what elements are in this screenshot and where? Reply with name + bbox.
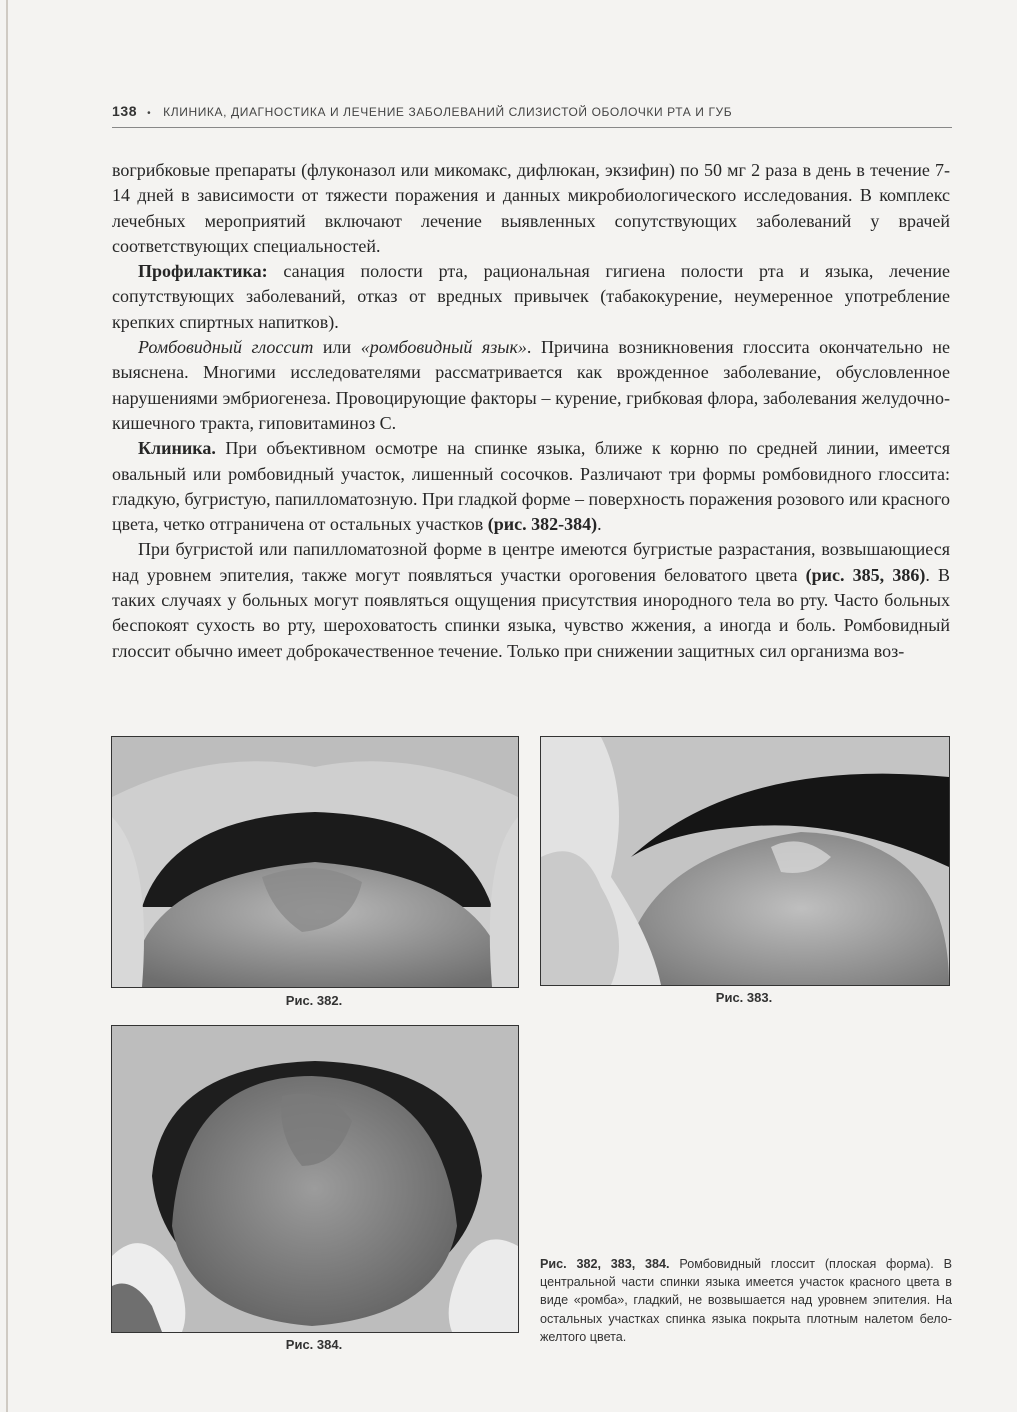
paragraph-prevention [112, 259, 950, 335]
caption-text: Ромбовидный глоссит (плоская форма). В центральной части спинки языка имеется участок красного цвета в виде «ромба», гладкий, не возвышается над уровнем эпителия. На остальных участках спинка языка покрыта плотным налетом бело-желтого цвета. [540, 1257, 952, 1344]
figure-reference: (рис. 382-384) [487, 514, 598, 535]
figure-caption [540, 1255, 952, 1346]
paragraph-text: При объективном осмотре на спинке языка, ближе к корню по средней линии, имеется овальный или ромбовидный участок, лишенный сосочков. Различают три формы ромбовидного глоссита: гладкую, бугристую, папилломатозную. При гладкой форме – поверхность поражения розового или красного цвета, четко отграничена от остальных участков [112, 438, 950, 535]
paragraph-text: санация полости рта, рациональная гигиена полости рта и языка, лечение сопутствующих заболеваний, отказ от вредных привычек (табакокурение, неумеренное употребление крепких спиртных напитков). [112, 261, 950, 332]
paragraph-text: или [313, 337, 361, 358]
term-prevention: Профилактика: [138, 261, 268, 282]
photo-fig-382 [111, 736, 519, 988]
photo-fig-383 [540, 736, 950, 986]
term-rhomboid-glossitis: Ромбовидный глоссит [138, 337, 314, 358]
photo-fig-384 [111, 1025, 519, 1333]
paragraph-rhomboid-glossitis [112, 335, 950, 436]
paragraph-text: . Причина возникновения глоссита окончательно не выяснена. Многими исследователями рассматривается как врожденное заболевание, обусловленное нарушениями эмбриогенеза. Провоцирующие факторы – курение, грибковая флора, заболевания желудочно-кишечного тракта, гиповитаминоз С. [112, 337, 951, 433]
scan-edge-line [6, 0, 8, 1412]
figure-reference: (рис. 385, 386) [805, 564, 926, 585]
paragraph-clinic [112, 436, 950, 537]
term-rhomboid-tongue: «ромбовидный язык» [360, 337, 527, 358]
body-text [112, 158, 950, 664]
term-clinic: Клиника. [138, 438, 216, 459]
paragraph-forms [112, 537, 950, 663]
header-bullet: • [147, 108, 152, 119]
paragraph-text: . В таких случаях у больных могут появляться ощущения присутствия инородного тела во рту. Часто больных беспокоят сухость во рту, шероховатость спинки языка, чувство жжения, а иногда и боль. Ромбовидный глоссит обычно имеет доброкачественное течение. Только при снижении защитных сил организма воз- [112, 564, 950, 661]
page-number: 138 [112, 103, 138, 119]
caption-lead: Рис. 382, 383, 384. [540, 1257, 670, 1271]
paragraph-text: При бугристой или папилломатозной форме в центре имеются бугристые разрастания, возвышающиеся над уровнем эпителия, также могут появляться участки ороговения беловатого цвета [112, 539, 950, 585]
figure-label-383: Рис. 383. [715, 990, 773, 1005]
paragraph-text: . [597, 514, 602, 535]
paragraph-text: вогрибковые препараты (флуконазол или микомакс, дифлюкан, экзифин) по 50 мг 2 раза в день в течение 7-14 дней в зависимости от тяжести поражения и данных микробиологического исследования. В комплекс лечебных мероприятий включают лечение выявленных сопутствующих заболеваний у врачей соответствующих специальностей. [112, 160, 950, 256]
running-title: КЛИНИКА, ДИАГНОСТИКА И ЛЕЧЕНИЕ ЗАБОЛЕВАНИЙ СЛИЗИСТОЙ ОБОЛОЧКИ РТА И ГУБ [163, 105, 733, 119]
figure-label-382: Рис. 382. [285, 993, 343, 1008]
running-header [112, 103, 952, 123]
paragraph-treatment [112, 158, 950, 259]
header-rule [112, 127, 952, 128]
figure-label-384: Рис. 384. [285, 1337, 343, 1352]
